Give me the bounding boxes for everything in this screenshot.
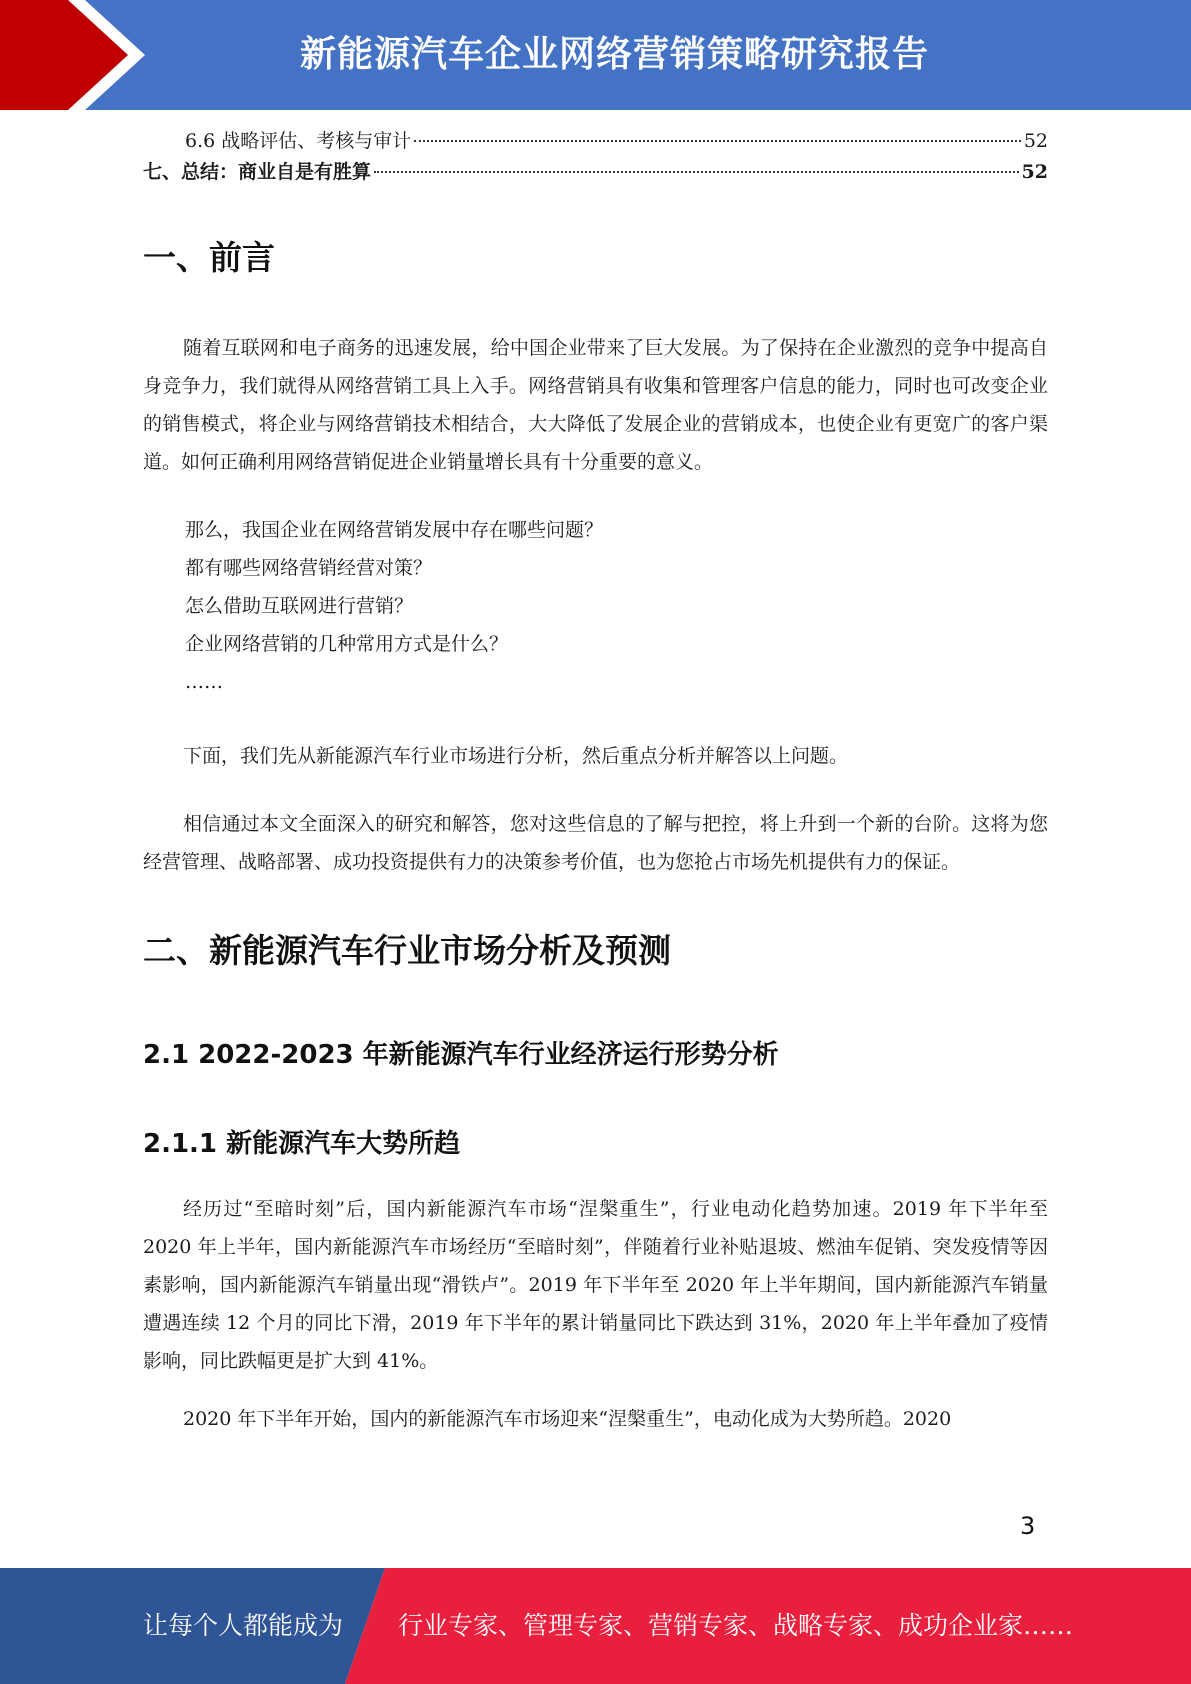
toc-entry[interactable] [143, 126, 1048, 157]
page-header [0, 0, 1191, 110]
toc-page-number: 52 [1023, 130, 1048, 152]
intro-paragraph: 下面，我们先从新能源汽车行业市场进行分析，然后重点分析并解答以上问题。 [183, 745, 849, 767]
question-item: 企业网络营销的几种常用方式是什么？ [185, 633, 509, 655]
toc-page-number: 52 [1021, 161, 1048, 183]
question-item: 那么，我国企业在网络营销发展中存在哪些问题？ [185, 519, 604, 541]
body-paragraph: 2020 年下半年开始，国内的新能源汽车市场迎来“涅槃重生”，电动化成为大势所趋。2020 [183, 1408, 952, 1430]
report-title: 新能源汽车企业网络营销策略研究报告 [300, 34, 930, 75]
question-ellipsis: …… [185, 671, 223, 693]
toc-leader-dots [374, 171, 1019, 173]
question-item: 怎么借助互联网进行营销？ [185, 595, 414, 617]
subsection-heading-2-1: 2.1 2022-2023 年新能源汽车行业经济运行形势分析 [143, 1040, 779, 1070]
subsection-heading-2-1-1: 2.1.1 新能源汽车大势所趋 [143, 1129, 461, 1159]
section-heading-preface: 一、前言 [143, 238, 275, 277]
toc-entry[interactable] [143, 157, 1048, 188]
toc-entry-label: 七、总结：商业自是有胜算 [143, 161, 372, 183]
section-heading-market-analysis: 二、新能源汽车行业市场分析及预测 [143, 931, 671, 970]
conclusion-paragraph: 相信通过本文全面深入的研究和解答，您对这些信息的了解与把控，将上升到一个新的台阶。这将为您经营管理、战略部署、成功投资提供有力的决策参考价值，也为您抢占市场先机提供有力的保证。 [143, 813, 1048, 873]
toc-entry-label: 6.6 战略评估、考核与审计 [185, 130, 412, 152]
toc-leader-dots [414, 140, 1021, 142]
page-content [143, 126, 1048, 1438]
page-footer [0, 1568, 1191, 1684]
page-number: 3 [1020, 1512, 1036, 1540]
question-list [143, 511, 1048, 701]
preface-paragraph: 随着互联网和电子商务的迅速发展，给中国企业带来了巨大发展。为了保持在企业激烈的竞争中提高自身竞争力，我们就得从网络营销工具上入手。网络营销具有收集和管理客户信息的能力，同时也可改变企业的销售模式，将企业与网络营销技术相结合，大大降低了发展企业的营销成本，也使企业有更宽广的客户渠道。如何正确利用网络营销促进企业销量增长具有十分重要的意义。 [143, 337, 1048, 473]
table-of-contents [143, 126, 1048, 188]
question-item: 都有哪些网络营销经营对策？ [185, 557, 433, 579]
body-paragraph: 经历过“至暗时刻”后，国内新能源汽车市场“涅槃重生”，行业电动化趋势加速。2019 年下半年至 2020 年上半年，国内新能源汽车市场经历“至暗时刻”，伴随着行业补贴退坡、燃油车促销、突发疫情等因素影响，国内新能源汽车销量出现“滑铁卢”。2019 年下半年至 2020 年上半年期间，国内新能源汽车销量遭遇连续 12 个月的同比下滑，2019 年下半年的累计销量同比下跌达到 31%，2020 年上半年叠加了疫情影响，同比跌幅更是扩大到 41%。 [143, 1198, 1048, 1372]
footer-slogan-left: 让每个人都能成为 [143, 1611, 344, 1640]
footer-slogan-right: 行业专家、管理专家、营销专家、战略专家、成功企业家…… [398, 1611, 1074, 1640]
